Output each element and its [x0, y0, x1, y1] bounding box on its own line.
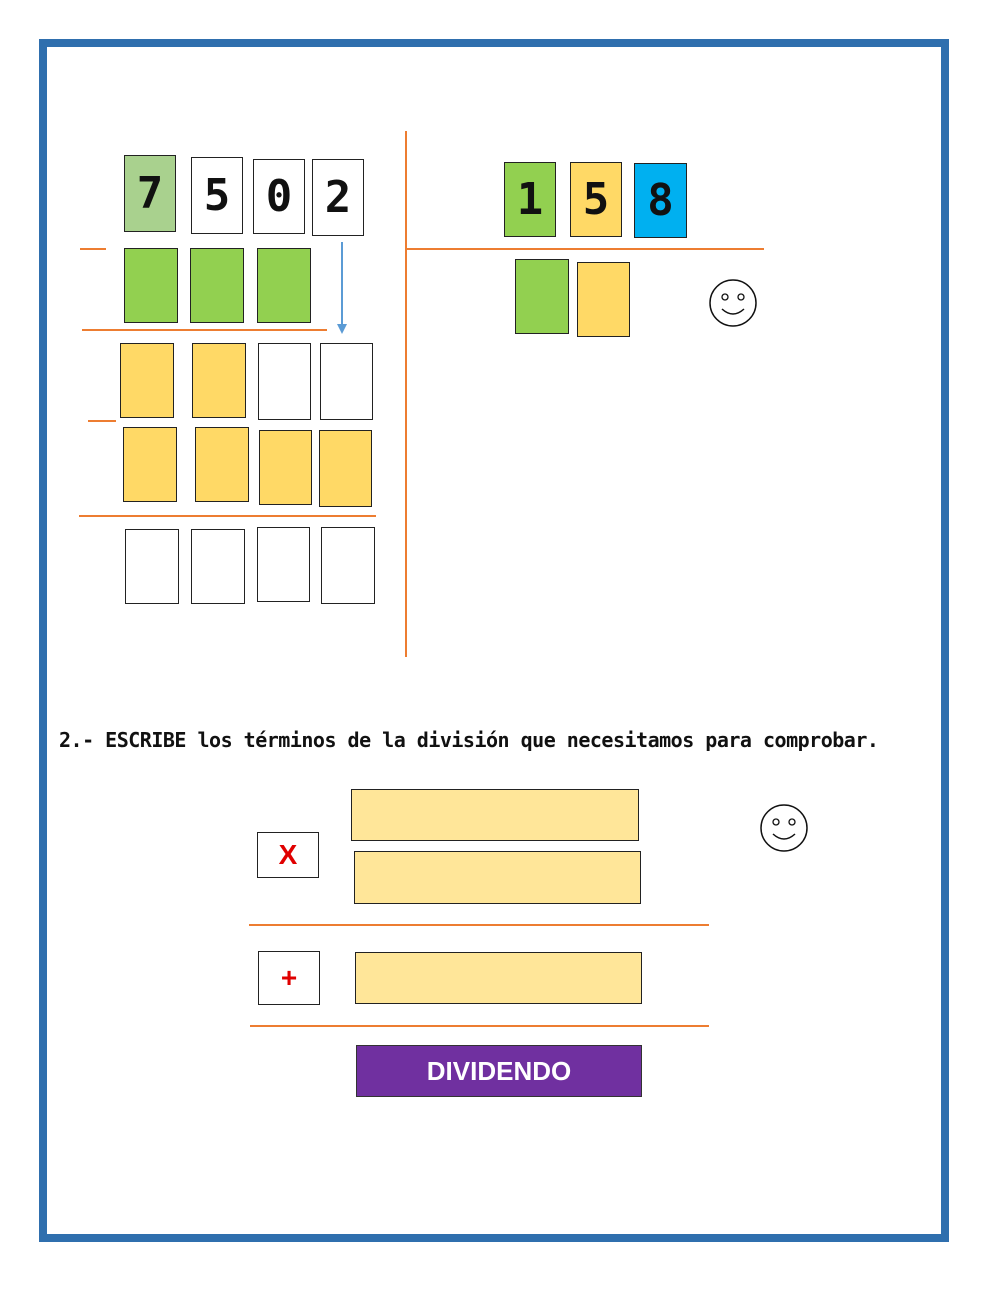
bring-down-arrow-icon [334, 240, 350, 336]
plus-sign: + [258, 951, 320, 1005]
dividend-digit-4: 2 [312, 159, 364, 236]
divisor-digit-2: 5 [570, 162, 622, 237]
divisor-input[interactable] [354, 851, 641, 904]
answer-box[interactable] [190, 248, 244, 323]
answer-box[interactable] [120, 343, 174, 418]
remainder-input[interactable] [355, 952, 642, 1004]
sum-line [250, 1025, 709, 1027]
remainder-box[interactable] [191, 529, 245, 604]
answer-box[interactable] [259, 430, 312, 505]
quotient-box[interactable] [515, 259, 569, 334]
answer-box[interactable] [320, 343, 373, 420]
quotient-input[interactable] [351, 789, 639, 841]
dividend-digit-2: 5 [191, 157, 243, 234]
minus-sign-2 [88, 420, 116, 422]
answer-box[interactable] [258, 343, 311, 420]
answer-box[interactable] [124, 248, 178, 323]
divisor-digit-3: 8 [634, 163, 687, 238]
dividend-digit-1: 7 [124, 155, 176, 232]
question-text: 2.- ESCRIBE los términos de la división que necesitamos para comprobar. [59, 728, 879, 752]
subtraction-line-2 [79, 515, 376, 517]
product-line [249, 924, 709, 926]
division-bracket-horizontal [407, 248, 764, 250]
smiley-icon [707, 277, 759, 329]
subtraction-line-1 [82, 329, 327, 331]
divisor-digit-1: 1 [504, 162, 556, 237]
answer-box[interactable] [257, 248, 311, 323]
dividendo-label: DIVIDENDO [356, 1045, 642, 1097]
minus-sign-1 [80, 248, 106, 250]
answer-box[interactable] [192, 343, 246, 418]
division-bracket-vertical [405, 131, 407, 657]
smiley-icon [758, 802, 810, 854]
remainder-box[interactable] [321, 527, 375, 604]
remainder-box[interactable] [257, 527, 310, 602]
answer-box[interactable] [195, 427, 249, 502]
remainder-box[interactable] [125, 529, 179, 604]
quotient-box[interactable] [577, 262, 630, 337]
answer-box[interactable] [319, 430, 372, 507]
answer-box[interactable] [123, 427, 177, 502]
dividend-digit-3: 0 [253, 159, 305, 234]
multiply-sign: X [257, 832, 319, 878]
